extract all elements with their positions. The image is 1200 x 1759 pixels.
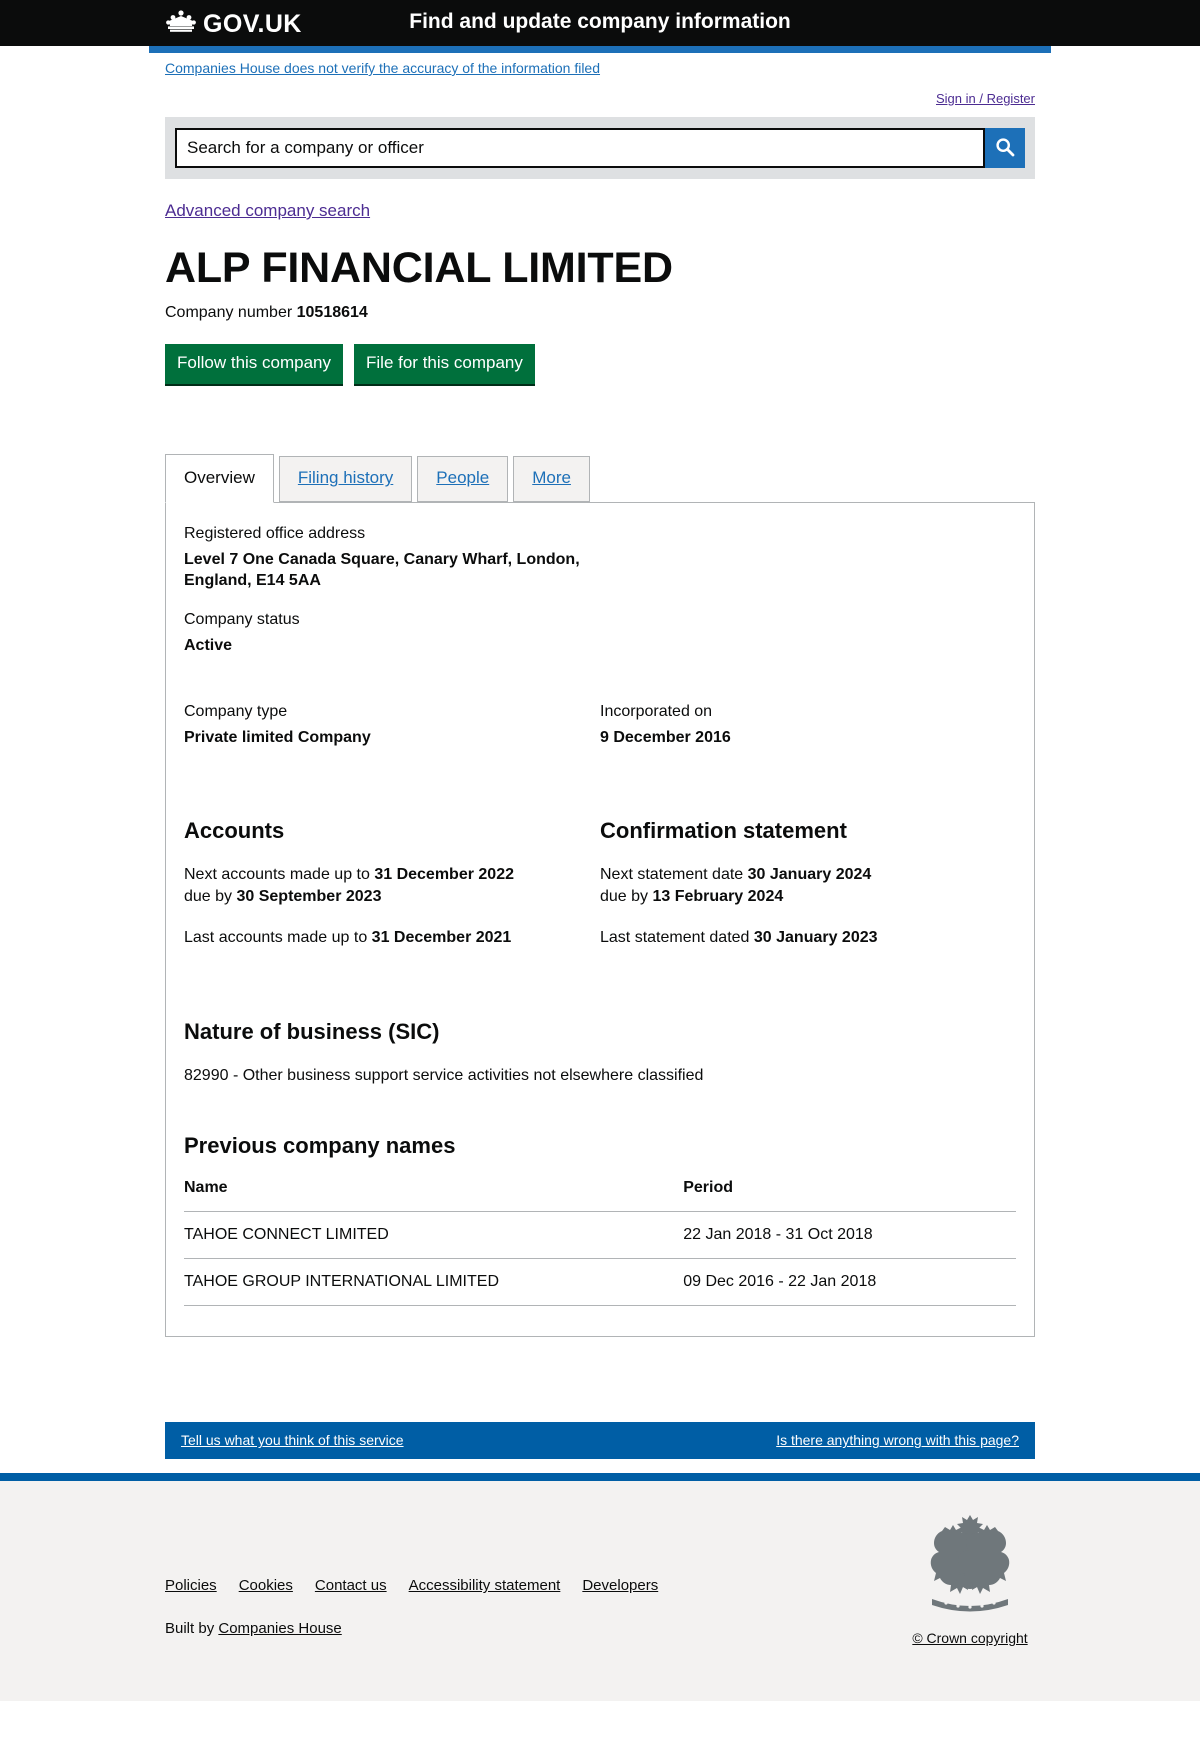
previous-period-value: 09 Dec 2016 - 22 Jan 2018 [683, 1259, 1016, 1306]
accounts-block [184, 818, 600, 949]
sic-item: 82990 - Other business support service activities not elsewhere classified [184, 1066, 704, 1084]
sign-in-register-link[interactable]: Sign in / Register [936, 91, 1035, 106]
advanced-company-search-link[interactable]: Advanced company search [165, 201, 371, 220]
search-band [165, 117, 1035, 179]
previous-period-value: 22 Jan 2018 - 31 Oct 2018 [683, 1212, 1016, 1259]
tab-filing-history[interactable]: Filing history [279, 456, 412, 502]
footer-link-policies[interactable]: Policies [165, 1577, 217, 1595]
company-number-label: Company number [165, 303, 293, 321]
sic-block [184, 1019, 1016, 1087]
advanced-search-row [165, 179, 1035, 221]
feedback-bar [165, 1422, 1035, 1459]
confirmation-next-prefix: Next statement date [600, 865, 748, 883]
previous-names-table [184, 1179, 1016, 1306]
accounts-due-date: 30 September 2023 [236, 887, 382, 905]
page-footer [0, 1473, 1200, 1701]
registered-office-label: Registered office address [184, 525, 366, 543]
companies-house-link[interactable]: Companies House [218, 1620, 342, 1638]
company-type-block [184, 703, 600, 748]
file-for-company-button[interactable]: File for this company [354, 344, 535, 385]
column-header-name: Name [184, 1179, 683, 1212]
company-status-label: Company status [184, 611, 300, 629]
registered-office-value: Level 7 One Canada Square, Canary Wharf, London, England, E14 5AA [184, 551, 580, 590]
accounts-last-date: 31 December 2021 [371, 928, 512, 946]
company-action-buttons [165, 344, 1035, 385]
tabs-list [165, 456, 1035, 502]
registered-office-block [184, 525, 1016, 591]
service-name-link[interactable]: Find and update company information [409, 10, 791, 33]
accounts-next-line [184, 864, 580, 908]
govuk-header [0, 0, 1200, 46]
incorporated-label: Incorporated on [600, 702, 713, 720]
previous-names-heading: Previous company names [184, 1133, 456, 1159]
blue-accent-strip [149, 46, 1051, 53]
confirmation-next-line [600, 864, 996, 908]
crown-copyright-link[interactable]: © Crown copyright [912, 1630, 1028, 1647]
confirmation-heading: Confirmation statement [600, 817, 847, 843]
page-top-container [149, 53, 1051, 1459]
follow-company-button[interactable]: Follow this company [165, 344, 343, 385]
footer-link-contact-us[interactable]: Contact us [314, 1577, 387, 1595]
company-type-label: Company type [184, 702, 288, 720]
accounts-last-line [184, 927, 580, 949]
search-button[interactable] [985, 128, 1025, 168]
search-icon [995, 137, 1015, 160]
company-tabs [165, 456, 1035, 1337]
incorporated-value: 9 December 2016 [600, 728, 731, 746]
footer-link-developers[interactable]: Developers [582, 1577, 659, 1595]
company-status-value: Active [184, 637, 233, 655]
overview-panel [165, 502, 1035, 1337]
disclaimer-link[interactable]: Companies House does not verify the accuracy of the information filed [165, 60, 601, 76]
feedback-spacer [165, 1337, 1035, 1422]
accounts-due-prefix: due by [184, 887, 237, 905]
confirmation-last-prefix: Last statement dated [600, 928, 754, 946]
column-header-period: Period [683, 1179, 1016, 1212]
footer-link-accessibility-statement[interactable]: Accessibility statement [408, 1577, 561, 1595]
confirmation-last-line [600, 927, 996, 949]
confirmation-next-date: 30 January 2024 [747, 865, 872, 883]
accounts-confirmation-row [184, 818, 1016, 949]
table-row [184, 1212, 1016, 1259]
built-by-prefix: Built by [165, 1620, 219, 1638]
table-header-row [184, 1179, 1016, 1212]
previous-name-value: TAHOE GROUP INTERNATIONAL LIMITED [184, 1259, 683, 1306]
company-number-value: 10518614 [296, 303, 368, 321]
confirmation-statement-block [600, 818, 1016, 949]
tab-more[interactable]: More [513, 456, 590, 502]
crown-icon [165, 9, 197, 40]
incorporated-block [600, 703, 1016, 748]
tab-people[interactable]: People [417, 456, 508, 502]
govuk-home-link[interactable] [165, 9, 302, 40]
govuk-brand-text: GOV.UK [203, 10, 302, 38]
signin-row [165, 78, 1035, 108]
footer-link-cookies[interactable]: Cookies [238, 1577, 293, 1595]
confirmation-last-date: 30 January 2023 [753, 928, 878, 946]
accounts-next-prefix: Next accounts made up to [184, 865, 375, 883]
tab-overview[interactable]: Overview [165, 454, 274, 503]
disclaimer-row [165, 53, 1035, 78]
previous-name-value: TAHOE CONNECT LIMITED [184, 1212, 683, 1259]
accounts-next-date: 31 December 2022 [374, 865, 514, 883]
confirmation-due-prefix: due by [600, 887, 653, 905]
company-number [165, 304, 1035, 322]
feedback-survey-link[interactable]: Tell us what you think of this service [181, 1432, 404, 1449]
accounts-last-prefix: Last accounts made up to [184, 928, 372, 946]
search-input[interactable] [175, 128, 985, 168]
type-incorporated-row [184, 703, 1016, 748]
royal-coat-of-arms-icon [912, 1606, 1028, 1623]
table-row [184, 1259, 1016, 1306]
company-type-value: Private limited Company [184, 728, 371, 746]
crest-block [905, 1511, 1035, 1648]
sic-heading: Nature of business (SIC) [184, 1018, 440, 1044]
previous-names-block [184, 1133, 1016, 1306]
page-title: ALP FINANCIAL LIMITED [165, 244, 673, 292]
company-status-block [184, 611, 1016, 656]
report-problem-link[interactable]: Is there anything wrong with this page? [776, 1432, 1019, 1449]
accounts-heading: Accounts [184, 817, 285, 843]
confirmation-due-date: 13 February 2024 [652, 887, 784, 905]
